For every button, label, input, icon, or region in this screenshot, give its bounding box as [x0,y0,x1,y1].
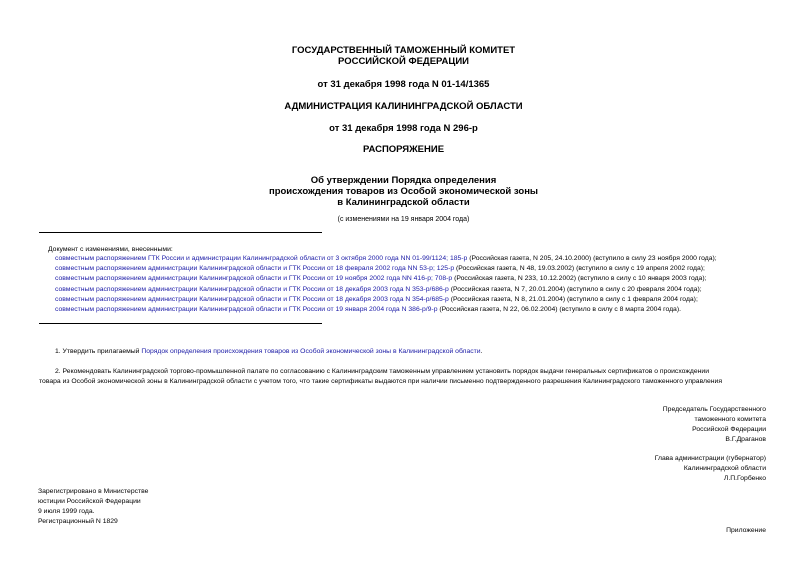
changes-list [55,254,717,315]
procedure-link[interactable]: Порядок определения происхождения товаров из Особой экономической зоны в Калининградской области [141,348,481,355]
administration-name: АДМИНИСТРАЦИЯ КАЛИНИНГРАДСКОЙ ОБЛАСТИ [284,101,523,112]
signature-line: Российской Федерации [692,426,766,433]
document-title-line3: в Калининградской области [337,197,470,208]
amendment-details: (Российская газета, N 233, 10.12.2002) (вступило в силу с 10 января 2003 года); [452,275,707,283]
signature-line: Председатель Государственного [662,406,766,413]
signature-line: Калининградской области [683,465,766,472]
amendment-link[interactable]: совместным распоряжением администрации Калининградской области и ГТК России от 19 ноября 2002 года NN 416-р; 708-р [55,275,453,283]
divider-bottom [39,323,322,324]
registration-line: Зарегистрировано в Министерстве [38,488,149,495]
amendment-link[interactable]: совместным распоряжением администрации Калининградской области и ГТК России от 19 января 2004 года N 386-р/9-р [55,305,438,313]
registration-number: Регистрационный N 1829 [38,518,118,525]
paragraph-1-end: . [480,348,483,355]
list-item [55,295,717,305]
signature-line: таможенного комитета [694,416,766,423]
paragraph-2-line1: 2. Рекомендовать Калининградской торгово-промышленной палате по согласованию с Калининградским таможенным управлением установить порядок выдачи генеральных сертификатов о происхождении [55,368,709,375]
changes-heading: Документ с изменениями, внесенными: [48,246,173,253]
list-item [55,264,717,274]
list-item [55,254,717,264]
appendix-label: Приложение [726,527,766,534]
amended-note: (с изменениями на 19 января 2004 года) [337,216,470,223]
amendment-details: (Российская газета, N 7, 20.01.2004) (вступило в силу с 20 февраля 2004 года); [448,285,702,293]
amendment-link[interactable]: совместным распоряжением администрации Калининградской области и ГТК России от 18 декабря 2003 года N 354-р/685-р [55,295,449,303]
document-title-line2: происхождения товаров из Особой экономической зоны [268,186,539,197]
signature-name: Л.П.Горбенко [723,475,766,482]
document-title-line1: Об утверждении Порядка определения [310,175,497,186]
amendment-details: (Российская газета, N 8, 21.01.2004) (вступило в силу с 1 февраля 2004 года); [448,295,698,303]
signature-governor [655,454,766,484]
amendment-link[interactable]: совместным распоряжением ГТК России и администрации Калининградской области от 3 октября 2000 года NN 01-99/1124; 185-р [55,255,468,262]
paragraph-2-line2: товара из Особой экономической зоны в Калининградской области с учетом того, что такие сертификаты выдаются при наличии письменно подтвержденного разрешения Калининградского таможенного управления [39,378,723,385]
amendment-details: (Российская газета, N 205, 24.10.2000) (вступило в силу 23 ноября 2000 года); [467,255,717,262]
signature-name: В.Г.Драганов [725,436,766,443]
committee-date: от 31 декабря 1998 года N 01-14/1365 [317,79,490,90]
paragraph-1-text: 1. Утвердить прилагаемый [55,348,142,355]
committee-name-line1: ГОСУДАРСТВЕННЫЙ ТАМОЖЕННЫЙ КОМИТЕТ [291,45,516,56]
amendment-link[interactable]: совместным распоряжением администрации Калининградской области и ГТК России от 18 февраля 2002 года NN 53-р; 125-р [55,265,455,273]
committee-name-line2: РОССИЙСКОЙ ФЕДЕРАЦИИ [337,56,469,67]
paragraph-1 [55,347,482,357]
divider-top [39,232,322,233]
signature-chair [663,405,766,445]
document-type: РАСПОРЯЖЕНИЕ [362,144,445,155]
signature-line: Глава администрации (губернатор) [654,455,766,462]
amendment-link[interactable]: совместным распоряжением администрации Калининградской области и ГТК России от 18 декабря 2003 года N 353-р/686-р [55,285,449,293]
amendment-details: (Российская газета, N 48, 19.03.2002) (вступило в силу с 19 апреля 2002 года); [454,265,705,273]
amendment-details: (Российская газета, N 22, 06.02.2004) (вступило в силу с 8 марта 2004 года). [437,305,681,313]
administration-date: от 31 декабря 1998 года N 296-р [329,123,478,134]
registration-block [38,487,148,527]
list-item [55,305,717,315]
list-item [55,285,717,295]
registration-line: 9 июля 1999 года. [38,508,95,515]
list-item [55,274,717,284]
registration-line: юстиции Российской Федерации [38,498,141,505]
